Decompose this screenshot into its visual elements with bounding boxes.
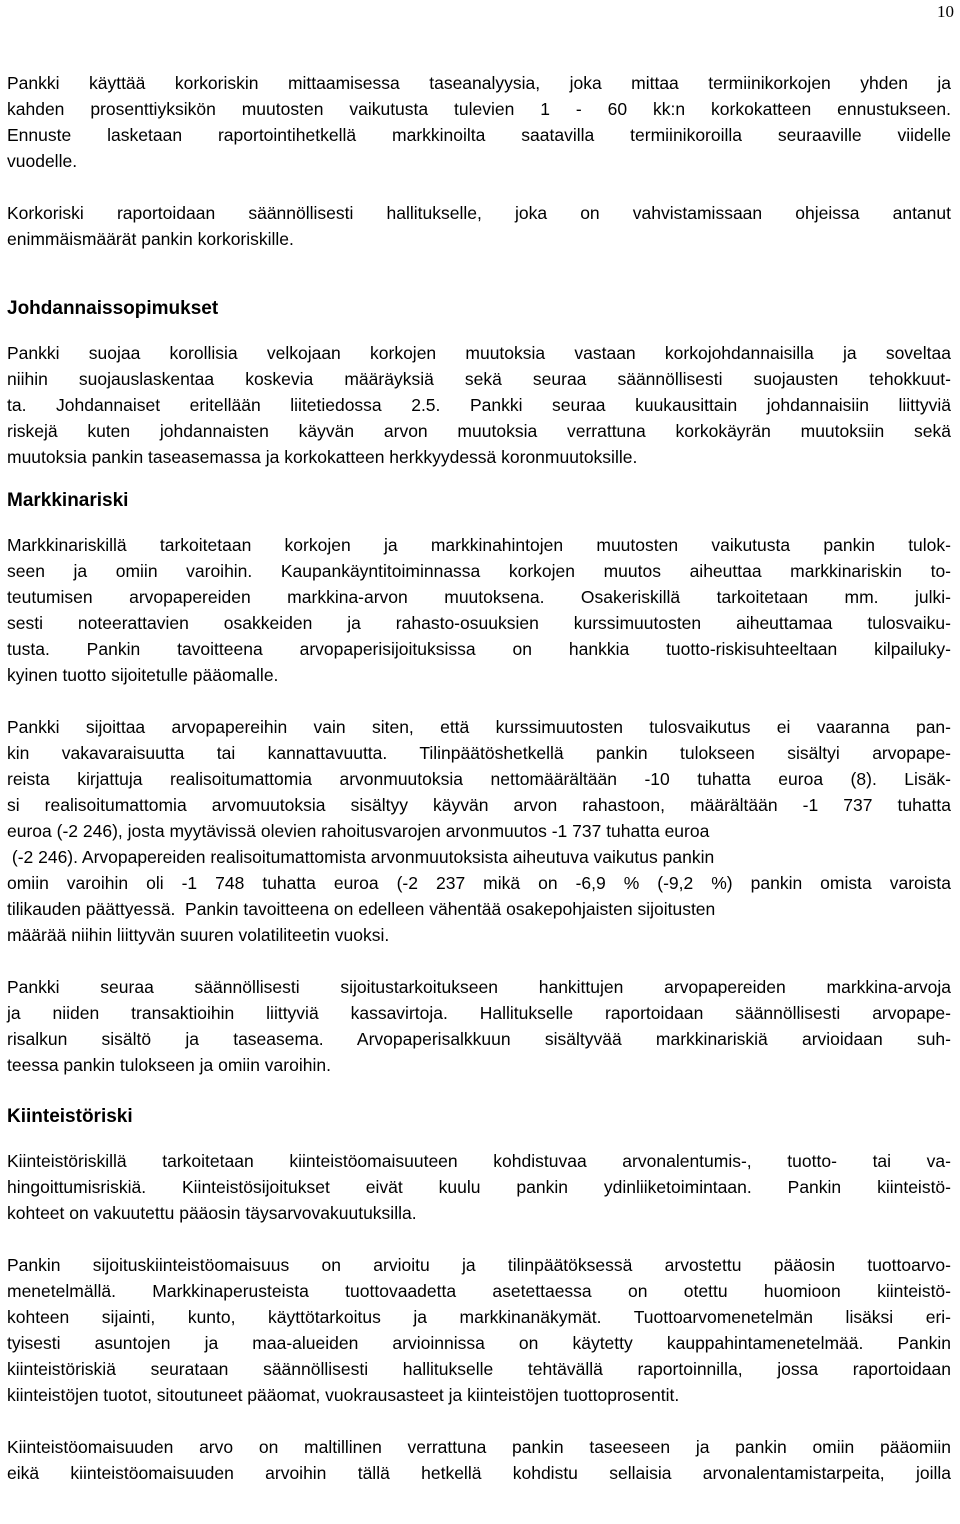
text-line: tilikauden päättyessä. Pankin tavoitteena on edelleen vähentää osakepohjaisten sijoitusten [7,899,716,919]
paragraph-securities-monitoring [7,974,951,1078]
text-line: niihin suojauslaskentaa koskevia määräyksiä sekä seuraa säännöllisesti suojausten tehokkuut- [7,369,951,389]
paragraph-real-estate-valuation [7,1252,951,1408]
text-line: Markkinariskillä tarkoitetaan korkojen ja markkinahintojen muutosten vaikutusta pankin tulok- [7,535,951,555]
text-line: tusta. Pankin tavoitteena arvopaperisijoituksissa on hankkia tuotto-riskisuhteeltaan kilpailuky- [7,639,951,659]
text-line: kiinteistöjen tuotot, sitoutuneet pääomat, vuokrausasteet ja kiinteistöjen tuottoprosentit. [7,1385,680,1405]
paragraph-real-estate-risk-definition [7,1148,951,1226]
page-number: 10 [937,2,954,21]
text-line: kin vakavaraisuutta tai kannattavuutta. Tilinpäätöshetkellä pankin tulokseen sisältyi arvopape- [7,743,951,763]
text-line: määrää niihin liittyvän suuren volatiliteetin vuoksi. [7,925,390,945]
text-line: hingoittumisriskiä. Kiinteistösijoitukset eivät kuulu pankin ydinliiketoimintaan. Pankin kiinteistö- [7,1177,951,1197]
text-line: reista kirjattuja realisoitumattomia arvonmuutoksia nettomäärältään -10 tuhatta euroa (8). Lisäk- [7,769,951,789]
text-line: si realisoitumattomia arvomuutoksia sisältyy käyvän arvon rahastoon, määrältään -1 737 tuhatta [7,795,951,815]
text-line: Korkoriski raportoidaan säännöllisesti hallitukselle, joka on vahvistamissaan ohjeissa antanut [7,203,951,223]
paragraph-interest-rate-risk-reporting [7,200,951,252]
paragraph-derivatives [7,340,951,470]
paragraph-market-risk-definition [7,532,951,688]
paragraph-securities-investment [7,714,951,948]
text-line: euroa (-2 246), josta myytävissä olevien rahoitusvarojen arvonmuutos -1 737 tuhatta euroa [7,821,710,841]
text-line: risalkun sisältö ja taseasema. Arvopaperisalkkuun sisältyvää markkinariskiä arvioidaan suh- [7,1029,951,1049]
document-body [7,70,951,1486]
text-line: Pankki suojaa korollisia velkojaan korkojen muutoksia vastaan korkojohdannaisilla ja soveltaa [7,343,951,363]
text-line: teessa pankin tulokseen ja omiin varoihin. [7,1055,331,1075]
text-line: Kiinteistöriskillä tarkoitetaan kiinteistöomaisuuteen kohdistuvaa arvonalentumis-, tuotto- tai va- [7,1151,951,1171]
text-line: (-2 246). Arvopapereiden realisoitumattomista arvonmuutoksista aiheutuva vaikutus pankin [7,847,715,867]
text-line: kyinen tuotto sijoitetulle pääomalle. [7,665,279,685]
heading-market-risk: Markkinariski [7,490,129,511]
text-line: Pankki sijoittaa arvopapereihin vain siten, että kurssimuutosten tulosvaikutus ei vaaranna pan- [7,717,951,737]
text-line: kiinteistöriskiä seurataan säännöllisesti hallitukselle tehtävällä raportoinnilla, jossa raportoidaan [7,1359,951,1379]
text-line: Pankin sijoituskiinteistöomaisuus on arvioitu ja tilinpäätöksessä arvostettu pääosin tuottoarvo- [7,1255,951,1275]
text-line: seen ja omiin varoihin. Kaupankäyntitoiminnassa korkojen muutos aiheuttaa markkinariskin to- [7,561,951,581]
heading-derivatives: Johdannaissopimukset [7,298,219,319]
text-line: teutumisen arvopapereiden markkina-arvon muutoksena. Osakeriskillä tarkoitetaan mm. julki- [7,587,951,607]
paragraph-interest-rate-risk-measurement [7,70,951,174]
heading-real-estate-risk: Kiinteistöriski [7,1106,133,1127]
text-line: enimmäismäärät pankin korkoriskille. [7,229,294,249]
text-line: Pankki käyttää korkoriskin mittaamisessa taseanalyysia, joka mittaa termiinikorkojen yhden ja [7,73,951,93]
text-line: Kiinteistöomaisuuden arvo on maltillinen verrattuna pankin taseeseen ja pankin omiin pääomiin [7,1437,951,1457]
text-line: eikä kiinteistöomaisuuden arvoihin tällä hetkellä kohdistu sellaisia arvonalentamistarpeita, joilla [7,1463,951,1483]
text-line: tyisesti asuntojen ja maa-alueiden arvioinnissa on käytetty kauppahintamenetelmää. Pankin [7,1333,951,1353]
text-line: ta. Johdannaiset eritellään liitetiedossa 2.5. Pankki seuraa kuukausittain johdannaisiin liittyviä [7,395,951,415]
text-line: Pankki seuraa säännöllisesti sijoitustarkoitukseen hankittujen arvopapereiden markkina-arvoja [7,977,951,997]
text-line: kahden prosenttiyksikön muutosten vaikutusta tulevien 1 - 60 kk:n korkokatteen ennustukseen. [7,99,951,119]
text-line: kohteen sijainti, kunto, käyttötarkoitus ja markkinanäkymät. Tuottoarvomenetelmän lisäksi eri- [7,1307,951,1327]
text-line: sesti noteerattavien osakkeiden ja rahasto-osuuksien kurssimuutosten aiheuttamaa tulosvaiku- [7,613,951,633]
text-line: vuodelle. [7,151,78,171]
text-line: ja niiden transaktioihin liittyviä kassavirtoja. Hallitukselle raportoidaan säännöllisesti arvopape- [7,1003,951,1023]
text-line: omiin varoihin oli -1 748 tuhatta euroa (-2 237 mikä on -6,9 % (-9,2 %) pankin omista varoista [7,873,951,893]
text-line: menetelmällä. Markkinaperusteista tuottovaadetta asetettaessa on otettu huomioon kiinteistö- [7,1281,951,1301]
text-line: muutoksia pankin taseasemassa ja korkokatteen herkkyydessä koronmuutoksille. [7,447,638,467]
paragraph-real-estate-value [7,1434,951,1486]
text-line: kohteet on vakuutettu pääosin täysarvovakuutuksilla. [7,1203,417,1223]
text-line: riskejä kuten johdannaisten käyvän arvon muutoksia verrattuna korkokäyrän muutoksiin sekä [7,421,951,441]
text-line: Ennuste lasketaan raportointihetkellä markkinoilta saatavilla termiinikoroilla seuraaville viidelle [7,125,951,145]
